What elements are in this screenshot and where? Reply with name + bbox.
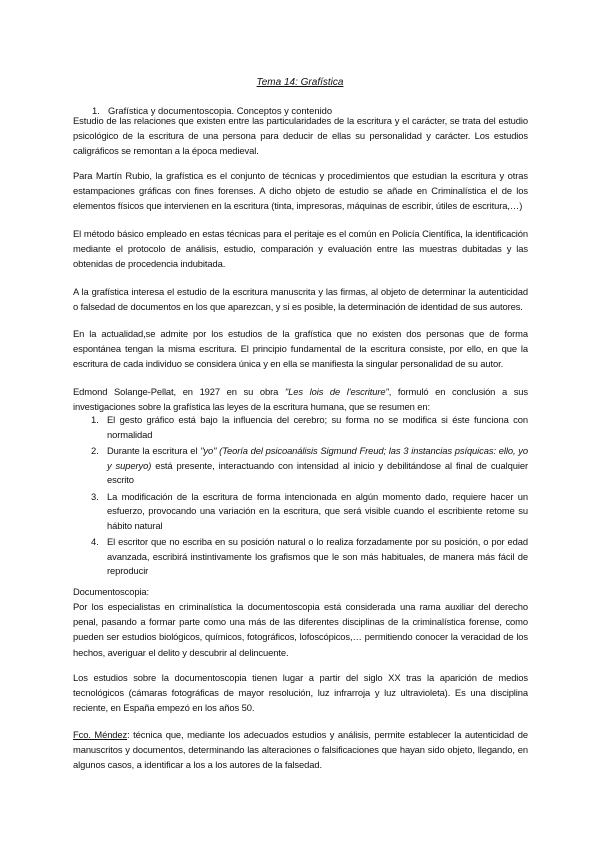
paragraph-mendez xyxy=(73,727,528,773)
list-item-text: La modificación de la escritura de forma intencionada en algún momento dado, requiere hacer un esfuerzo, provocando una variación en la escritura, que será visible cuando el escribiente retome su hábito natural xyxy=(107,490,528,531)
section-heading-text: Grafística y documentoscopia. Conceptos y contenido xyxy=(108,105,333,116)
list-item-italic-paren: (Teoría del psicoanálisis Sigmund Freud; las 3 instancias psíquicas: ello, yo y superyo) xyxy=(107,445,528,471)
paragraph-interest: A la grafística interesa el estudio de la escritura manuscrita y las firmas, al objeto de determinar la autenticidad o falsedad de documentos en los que aparezcan, y si es posible, la determinación de identidad de sus autores. xyxy=(73,286,528,313)
laws-list xyxy=(73,413,528,579)
list-item-text: El escritor que no escriba en su posición natural o lo realiza forzadamente por su posición, o por edad avanzada, escribirá instintivamente los grafismos que le son más habituales, de manera más fácil de reproducir xyxy=(107,536,528,576)
mendez-author: Fco. Méndez xyxy=(73,729,128,740)
list-item xyxy=(73,444,528,488)
section-number: 1. xyxy=(92,105,100,116)
list-item-number: 1. xyxy=(91,414,99,425)
list-item xyxy=(73,413,528,442)
page-title: Tema 14: Grafística xyxy=(256,77,344,88)
paragraph-history: Los estudios sobre la documentoscopia tienen lugar a partir del siglo XX tras la aparición de medios tecnológicos (cámaras fotográficas de mayor resolución, luz infrarroja y luz ultravioleta). Es una disciplina reciente, en España empezó en los años 50. xyxy=(73,672,528,714)
list-item-number: 4. xyxy=(91,536,99,547)
solange-text-a: Edmond Solange-Pellat, en 1927 en su obra xyxy=(73,386,285,397)
documentoscopia-heading: Documentoscopia: xyxy=(73,586,150,597)
paragraph-method: El método básico empleado en estas técnicas para el peritaje es el común en Policía Científica, la identificación mediante el protocolo de análisis, estudio, comparación y evaluación entre las muestras dubitadas y las obtenidas de procedencia indubitada. xyxy=(73,228,528,270)
list-item-text-end: está presente, interactuando con intensidad al inicio y debilitándose al final de cualquier escrito xyxy=(107,459,528,485)
mendez-text: : técnica que, mediante los adecuados estudios y análisis, permite establecer la autenticidad de manuscritos y documentos, determinando las alteraciones o falsificaciones que hayan sido objeto, llegando, en algunos casos, a identificar a los a los autores de la falsedad. xyxy=(73,729,529,771)
paragraph-actuality: En la actualidad,se admite por los estudios de la grafística que no existen dos personas que de forma espontánea tengan la misma escritura. El principio fundamental de la escritura consiste, por ello, en que la escritura de cada individuo se considera única y en ella se manifiesta la singular personalidad de su autor. xyxy=(73,328,528,370)
solange-text-b: , formuló en conclusión a sus investigaciones sobre la grafística las leyes de la escritura humana, que se resumen en: xyxy=(73,386,528,413)
list-item-number: 3. xyxy=(91,490,99,502)
list-item-text: Durante la escritura el xyxy=(107,445,201,456)
list-item xyxy=(73,490,528,534)
list-item-number: 2. xyxy=(91,445,99,456)
solange-work-title: "Les lois de l'escriture" xyxy=(284,386,389,397)
paragraph-solange-pellat xyxy=(73,384,528,414)
paragraph-definition: Estudio de las relaciones que existen entre las particularidades de la escritura y el carácter, se trata del estudio psicológico de la escritura de una persona para deducir de ellas su personalidad y carácter. Los estudios caligráficos se remontan a la época medieval. xyxy=(73,115,528,157)
paragraph-martin-rubio: Para Martín Rubio, la grafística es el conjunto de técnicas y procedimientos que estudian la escritura y otras estampaciones gráficas con fines forenses. A dicho objeto de estudio se añade en Criminalística el de los elementos físicos que intervienen en la escritura (tinta, impresoras, máquinas de escribir, útiles de escritura,…) xyxy=(73,170,528,212)
paragraph-documentoscopia: Por los especialistas en criminalística la documentoscopia está considerada una rama auxiliar del derecho penal, pasando a formar parte como una más de las diferentes disciplinas de la criminalística forense, como pueden ser estudios biológicos, químicos, fotográficos, lofoscópicos,… permitiendo conocer la veracidad de los hechos, averiguar el delito y descubrir al delincuente. xyxy=(73,601,528,658)
list-item-text: El gesto gráfico está bajo la influencia del cerebro; su forma no se modifica si éste funciona con normalidad xyxy=(107,414,528,440)
list-item xyxy=(73,535,528,579)
list-item-italic: "yo" xyxy=(200,445,217,456)
